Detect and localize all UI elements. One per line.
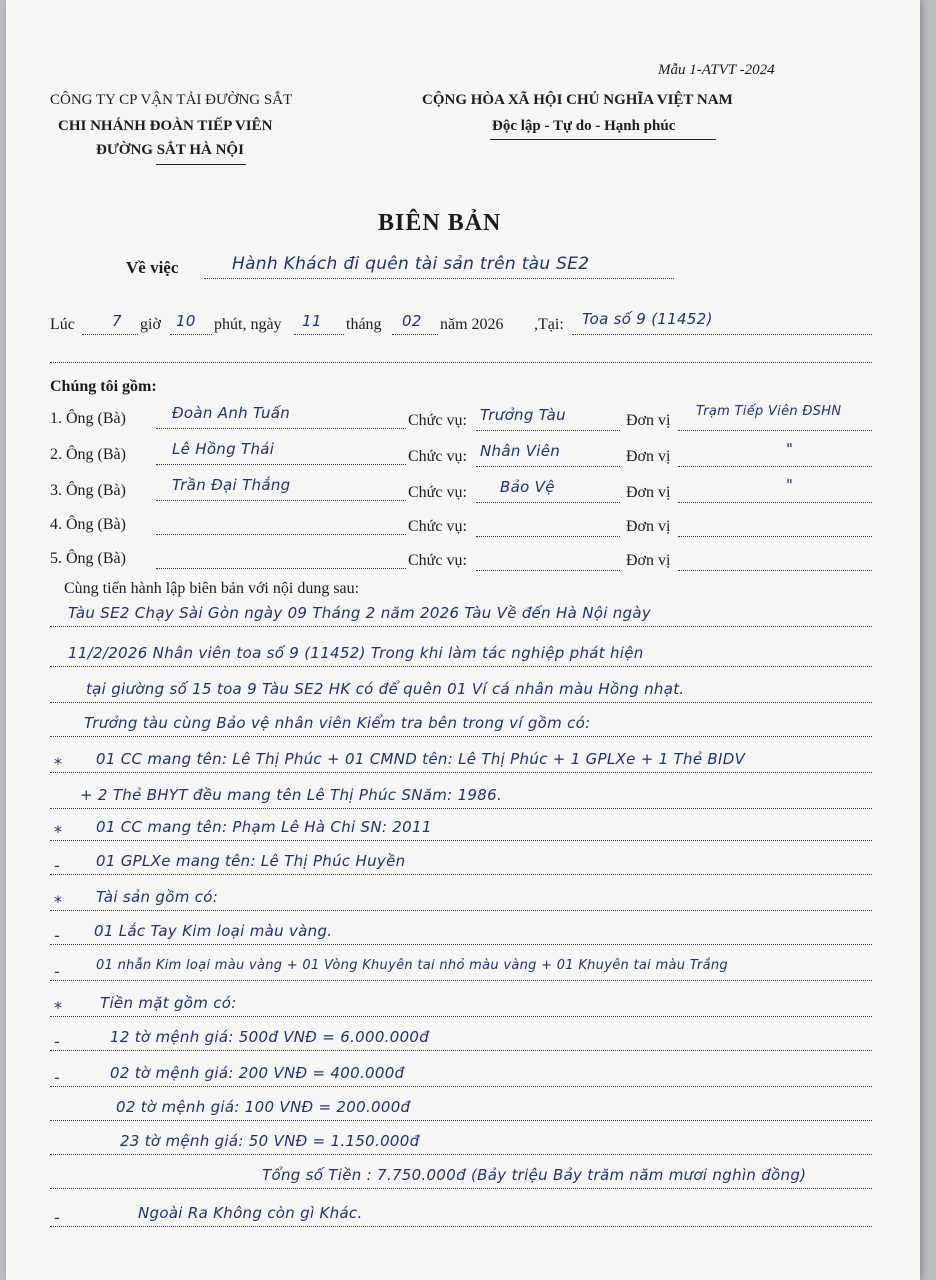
content-margin-mark: -	[54, 962, 60, 981]
content-dotted-line	[50, 808, 872, 809]
subject-label: Về việc	[126, 258, 179, 277]
member-unit-label: Đơn vị	[626, 412, 671, 429]
subject-value: Hành Khách đi quên tài sản trên tàu SE2	[232, 254, 590, 274]
content-margin-mark: *	[54, 998, 62, 1017]
content-line: 23 tờ mệnh giá: 50 VNĐ = 1.150.000đ	[120, 1132, 420, 1150]
member-unit-label: Đơn vị	[626, 518, 671, 535]
form-code: Mẫu 1-ATVT -2024	[658, 62, 775, 78]
content-line: 12 tờ mệnh giá: 500đ VNĐ = 6.000.000đ	[110, 1028, 430, 1046]
member-name: Trần Đại Thắng	[172, 476, 291, 494]
minute-value: 10	[176, 312, 196, 330]
member-name: Đoàn Anh Tuấn	[172, 404, 291, 422]
header-underline-left	[156, 164, 246, 165]
content-margin-mark: -	[54, 1068, 60, 1087]
time-label: Lúc	[50, 316, 75, 333]
member-name-line	[156, 568, 406, 569]
member-role-line	[476, 430, 620, 431]
month-dotted-line	[392, 334, 438, 335]
content-line: Trưởng tàu cùng Bảo vệ nhân viên Kiểm tra bên trong ví gồm có:	[84, 714, 591, 732]
content-margin-mark: *	[54, 892, 62, 911]
member-label: 3. Ông (Bà)	[50, 482, 126, 499]
month-value: 02	[402, 312, 422, 330]
content-line: 01 CC mang tên: Lê Thị Phúc + 01 CMND tên: Lê Thị Phúc + 1 GPLXe + 1 Thẻ BIDV	[96, 750, 746, 768]
member-role-line	[476, 570, 620, 571]
content-line: Tiền mặt gồm có:	[100, 994, 237, 1012]
content-margin-mark: -	[54, 1032, 60, 1051]
content-heading: Cùng tiến hành lập biên bản với nội dung sau:	[64, 580, 360, 597]
member-unit: Trạm Tiếp Viên ĐSHN	[696, 404, 842, 419]
content-line: Tài sản gồm có:	[96, 888, 219, 906]
member-role-label: Chức vụ:	[408, 412, 467, 429]
member-name: Lê Hồng Thái	[172, 440, 275, 458]
branch-location: ĐƯỜNG SẮT HÀ NỘI	[96, 142, 244, 158]
branch-name: CHI NHÁNH ĐOÀN TIẾP VIÊN	[58, 118, 273, 134]
place-dotted-line	[572, 334, 872, 335]
content-margin-mark: -	[54, 856, 60, 875]
member-role-label: Chức vụ:	[408, 552, 467, 569]
subject-dotted-line	[204, 278, 674, 279]
content-dotted-line	[50, 944, 872, 945]
content-dotted-line	[50, 910, 872, 911]
minute-dotted-line	[170, 334, 212, 335]
member-unit-label: Đơn vị	[626, 552, 671, 569]
content-line: 02 tờ mệnh giá: 200 VNĐ = 400.000đ	[110, 1064, 405, 1082]
member-unit: "	[786, 476, 794, 494]
content-margin-mark: *	[54, 754, 62, 773]
member-role-line	[476, 536, 620, 537]
content-margin-mark: -	[54, 1208, 60, 1227]
content-dotted-line	[50, 772, 872, 773]
content-line: Ngoài Ra Không còn gì Khác.	[138, 1204, 363, 1222]
member-role: Bảo Vệ	[500, 478, 555, 496]
content-line: 01 Lắc Tay Kim loại màu vàng.	[94, 922, 333, 940]
content-dotted-line	[50, 626, 872, 627]
content-dotted-line	[50, 840, 872, 841]
content-line: 01 CC mang tên: Phạm Lê Hà Chi SN: 2011	[96, 818, 432, 836]
place-label: ,Tại:	[534, 316, 564, 333]
content-dotted-line	[50, 1120, 872, 1121]
minute-label: phút, ngày	[214, 316, 282, 333]
content-dotted-line	[50, 1016, 872, 1017]
member-role: Trưởng Tàu	[480, 406, 566, 424]
month-label: tháng	[346, 316, 382, 333]
country-name: CỘNG HÒA XÃ HỘI CHỦ NGHĨA VIỆT NAM	[422, 92, 733, 108]
content-line: Tàu SE2 Chạy Sài Gòn ngày 09 Tháng 2 năm 2026 Tàu Về đến Hà Nội ngày	[68, 604, 652, 622]
content-line: 11/2/2026 Nhân viên toa số 9 (11452) Trong khi làm tác nghiệp phát hiện	[68, 644, 644, 662]
content-dotted-line	[50, 980, 872, 981]
member-name-line	[156, 500, 406, 501]
year-label: năm 2026	[440, 316, 504, 333]
member-role-label: Chức vụ:	[408, 518, 467, 535]
content-dotted-line	[50, 736, 872, 737]
place-value: Toa số 9 (11452)	[582, 310, 713, 328]
member-label: 1. Ông (Bà)	[50, 410, 126, 427]
content-dotted-line	[50, 874, 872, 875]
member-role: Nhân Viên	[480, 442, 561, 460]
content-dotted-line	[50, 1050, 872, 1051]
content-margin-mark: *	[54, 822, 62, 841]
members-heading: Chúng tôi gồm:	[50, 378, 157, 395]
header-underline-right	[490, 139, 716, 140]
day-dotted-line	[294, 334, 344, 335]
content-dotted-line	[50, 702, 872, 703]
content-dotted-line	[50, 666, 872, 667]
member-unit-line	[678, 502, 872, 503]
content-line: tại giường số 15 toa 9 Tàu SE2 HK có để quên 01 Ví cá nhân màu Hồng nhạt.	[86, 680, 685, 698]
member-label: 5. Ông (Bà)	[50, 550, 126, 567]
member-role-line	[476, 466, 620, 467]
member-role-label: Chức vụ:	[408, 448, 467, 465]
member-unit: "	[786, 440, 794, 458]
content-dotted-line	[50, 1086, 872, 1087]
day-value: 11	[302, 312, 322, 330]
content-line: + 2 Thẻ BHYT đều mang tên Lê Thị Phúc SNăm: 1986.	[80, 786, 503, 804]
content-margin-mark: -	[54, 926, 60, 945]
member-role-line	[476, 502, 620, 503]
member-unit-line	[678, 430, 872, 431]
member-unit-line	[678, 466, 872, 467]
content-line: 01 nhẫn Kim loại màu vàng + 01 Vòng Khuyên tai nhỏ màu vàng + 01 Khuyên tai màu Trắng	[96, 958, 728, 973]
member-name-line	[156, 464, 406, 465]
content-line: 01 GPLXe mang tên: Lê Thị Phúc Huyền	[96, 852, 406, 870]
motto: Độc lập - Tự do - Hạnh phúc	[492, 118, 676, 134]
member-label: 4. Ông (Bà)	[50, 516, 126, 533]
content-line: Tổng số Tiền : 7.750.000đ (Bảy triệu Bảy trăm năm mươi nghìn đồng)	[262, 1166, 807, 1184]
hour-value: 7	[112, 312, 122, 330]
content-dotted-line	[50, 1188, 872, 1189]
member-name-line	[156, 428, 406, 429]
member-label: 2. Ông (Bà)	[50, 446, 126, 463]
member-name-line	[156, 534, 406, 535]
hour-dotted-line	[82, 334, 138, 335]
document-page	[6, 0, 920, 1280]
member-unit-line	[678, 536, 872, 537]
content-dotted-line	[50, 1226, 872, 1227]
member-unit-line	[678, 570, 872, 571]
document-title: BIÊN BẢN	[378, 210, 502, 236]
company-name: CÔNG TY CP VẬN TẢI ĐƯỜNG SẮT	[50, 92, 293, 108]
member-role-label: Chức vụ:	[408, 484, 467, 501]
hour-label: giờ	[140, 316, 161, 333]
content-dotted-line	[50, 1154, 872, 1155]
member-unit-label: Đơn vị	[626, 448, 671, 465]
member-unit-label: Đơn vị	[626, 484, 671, 501]
content-line: 02 tờ mệnh giá: 100 VNĐ = 200.000đ	[116, 1098, 411, 1116]
time-extra-line	[50, 362, 872, 363]
